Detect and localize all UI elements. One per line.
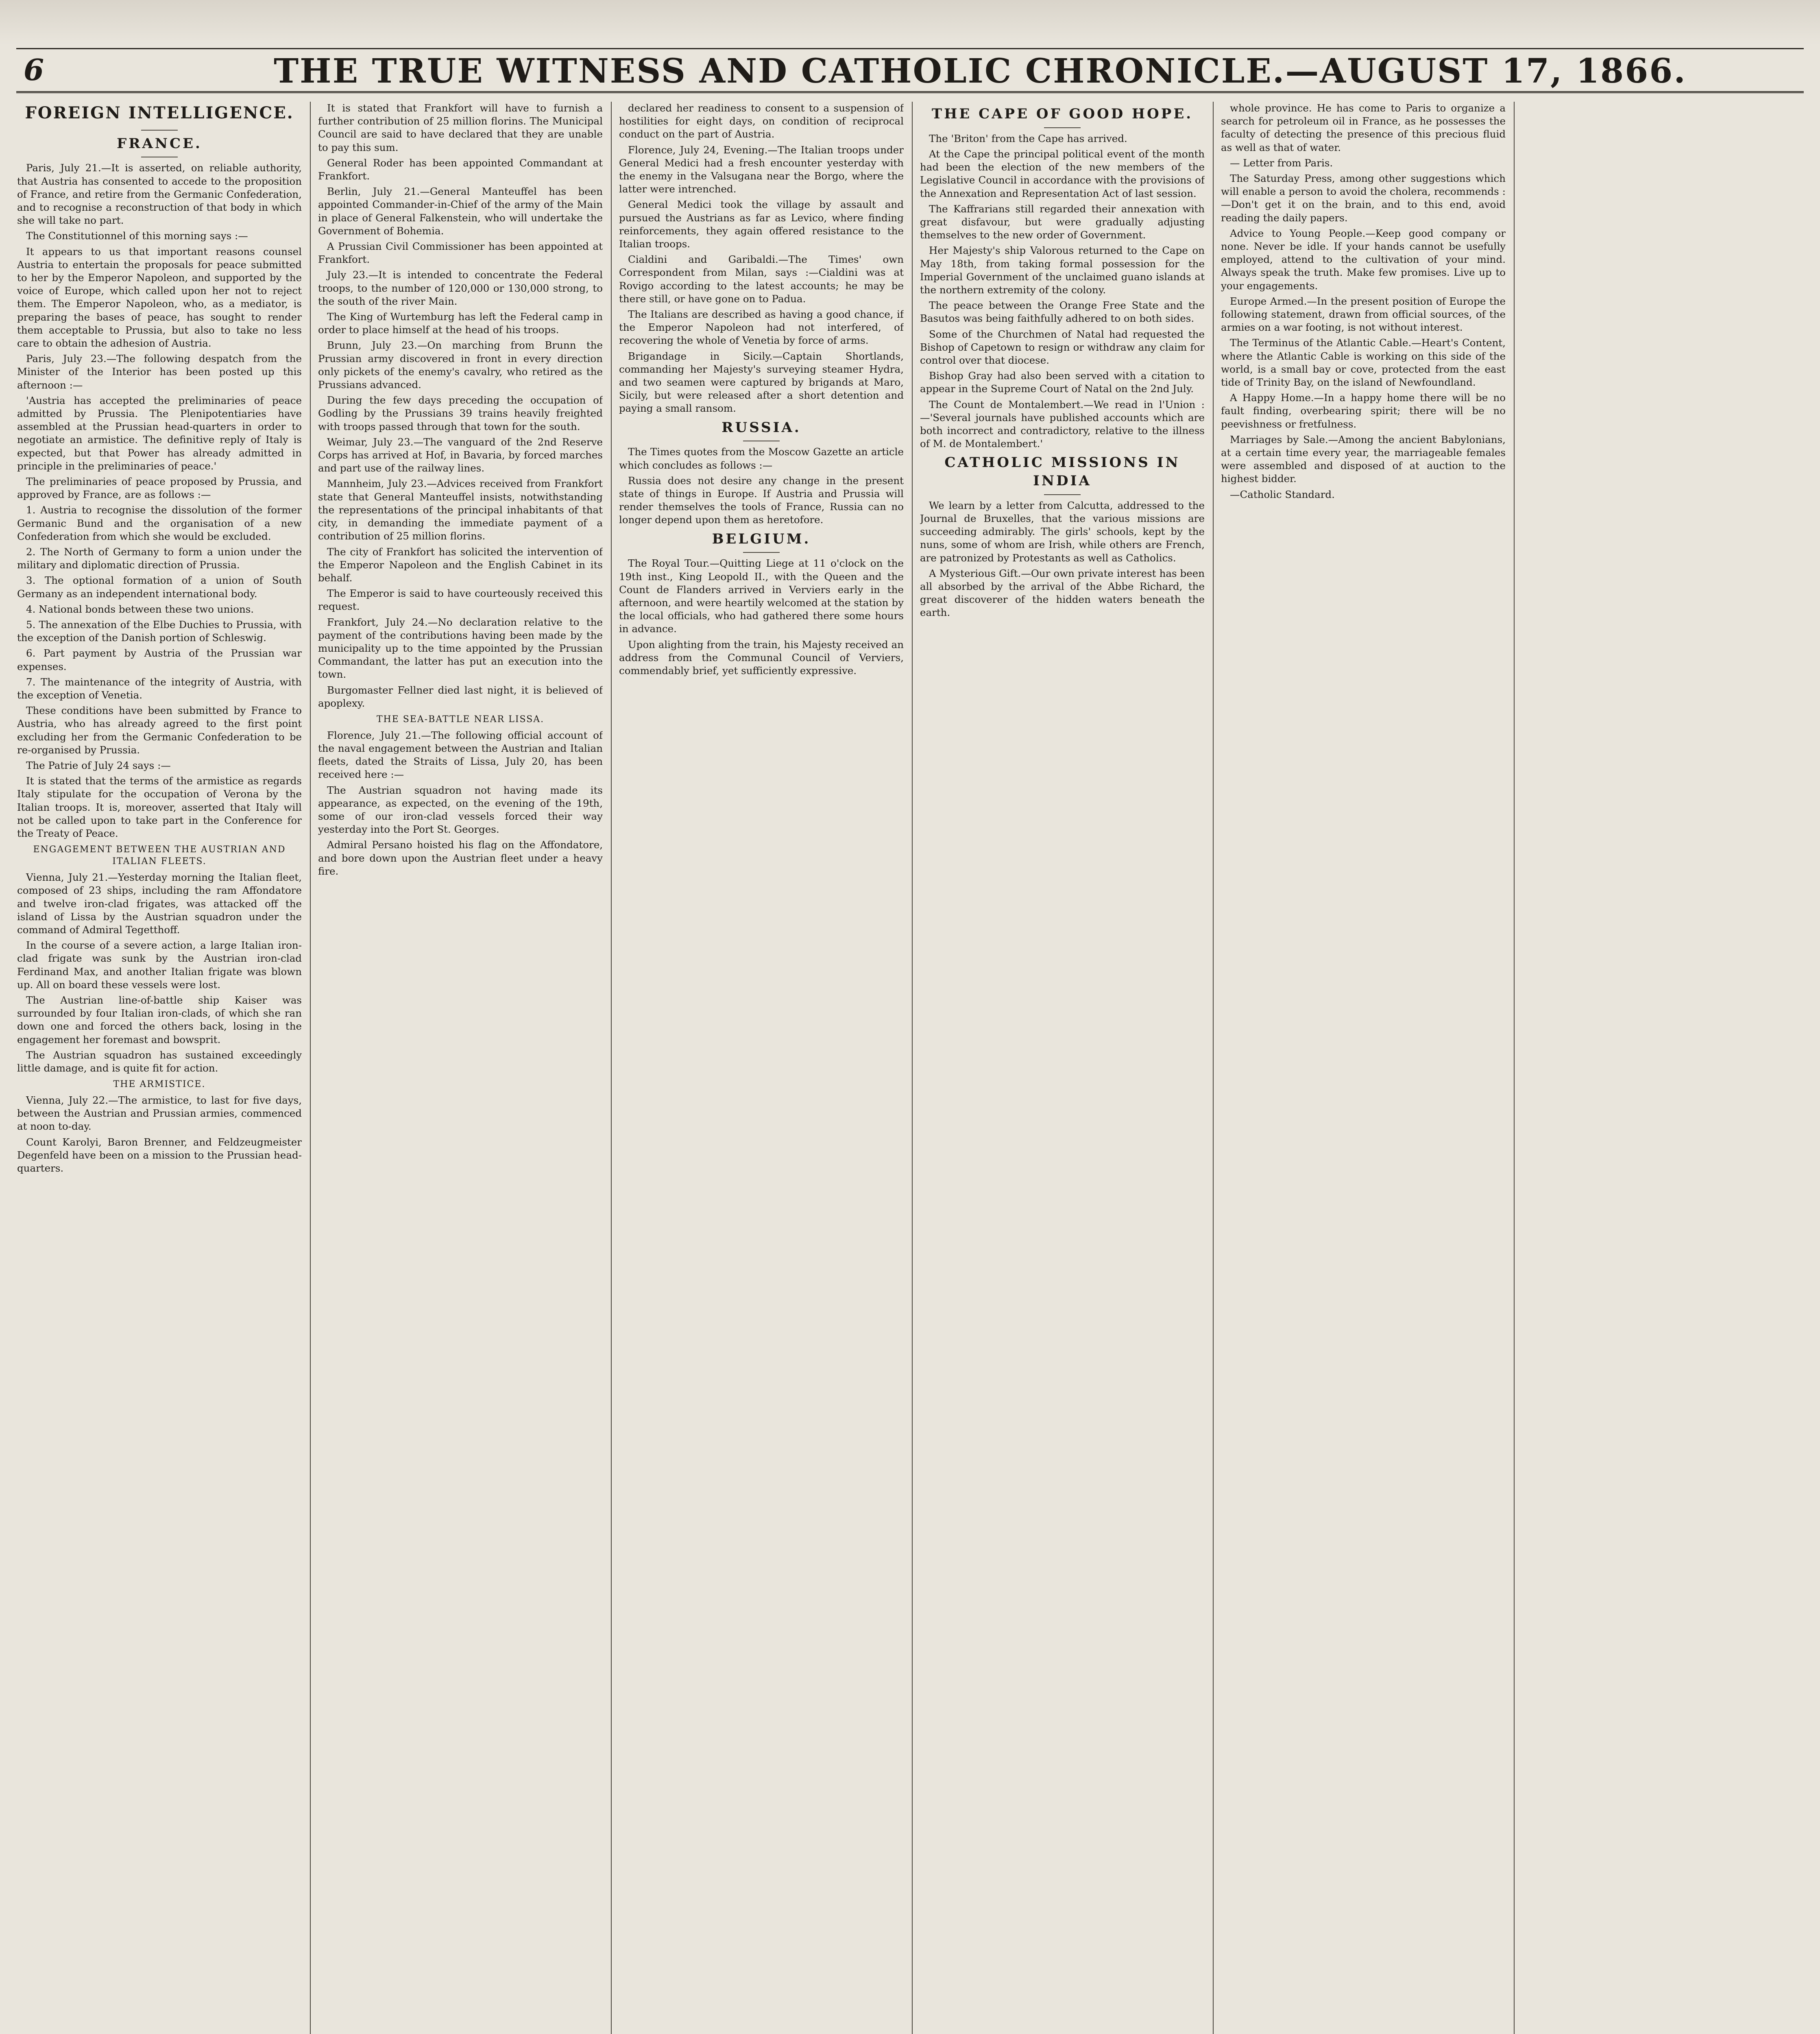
scan-edge — [0, 0, 1820, 45]
article-paragraph: Cialdini and Garibaldi.—The Times' own Correspondent from Milan, says :—Cialdini was at Rovigo according to the latest accounts; he may be there still, or have gone on to Padua. — [619, 253, 904, 305]
article-paragraph: The peace between the Orange Free State and the Basutos was being faithfully adhered to on both sides. — [920, 299, 1205, 325]
column-divider — [310, 102, 311, 2034]
article-paragraph: The Terminus of the Atlantic Cable.—Heart's Content, where the Atlantic Cable is working on this side of the world, is a small bay or cove, protected from the east tide of Trinity Bay, on the island of Newfoundland. — [1221, 337, 1506, 388]
column-1 — [17, 102, 302, 2034]
article-paragraph: The Emperor is said to have courteously received this request. — [318, 587, 603, 613]
article-paragraph: The Royal Tour.—Quitting Liege at 11 o'clock on the 19th inst., King Leopold II., with the Queen and the Count de Flanders arrived in Verviers early in the afternoon, and were heartily welcomed at the station by the local officials, who had gathered there some hours in advance. — [619, 557, 904, 635]
article-paragraph: A Prussian Civil Commissioner has been appointed at Frankfort. — [318, 240, 603, 266]
article-paragraph: 'Austria has accepted the preliminaries of peace admitted by Prussia. The Plenipotentiaries have assembled at the Prussian head-quarters in order to negotiate an armistice. The definitive reply of Italy is expected, but that Power has already admitted in principle in the preliminaries of peace.' — [17, 394, 302, 472]
article-paragraph: General Medici took the village by assault and pursued the Austrians as far as Levico, where finding reinforcements, they again offered resistance to the Italian troops. — [619, 199, 904, 250]
article-paragraph: The Austrian line-of-battle ship Kaiser was surrounded by four Italian iron-clads, of which she ran down one and forced the others back, losing in the engagement her foremast and bowsprit. — [17, 994, 302, 1045]
article-paragraph: Some of the Churchmen of Natal had requested the Bishop of Capetown to resign or withdraw any claim for control over that diocese. — [920, 328, 1205, 366]
column-2 — [318, 102, 603, 2034]
article-paragraph: 6. Part payment by Austria of the Prussian war expenses. — [17, 647, 302, 672]
article-paragraph: Advice to Young People.—Keep good company or none. Never be idle. If your hands cannot be usefully employed, attend to the cultivation of your mind. Always speak the truth. Make few promises. Live up to your engagements. — [1221, 227, 1506, 292]
article-paragraph: The Kaffrarians still regarded their annexation with great disfavour, but were gradually adjusting themselves to the new order of Government. — [920, 203, 1205, 241]
article-paragraph: At the Cape the principal political event of the month had been the election of the new members of the Legislative Council in accordance with the provisions of the Annexation and Representation Act of last session. — [920, 148, 1205, 199]
article-paragraph: The Constitutionnel of this morning says :— — [26, 230, 248, 242]
article-paragraph: Weimar, July 23.—The vanguard of the 2nd Reserve Corps has arrived at Hof, in Bavaria, by forced marches and part use of the railway lines. — [318, 436, 603, 474]
article-paragraph: We learn by a letter from Calcutta, addressed to the Journal de Bruxelles, that the various missions are succeeding admirably. The girls' schools, kept by the nuns, some of whom are Irish, while others are French, are patronized by Protestants as well as Catholics. — [920, 499, 1205, 564]
article-paragraph: 7. The maintenance of the integrity of Austria, with the exception of Venetia. — [17, 676, 302, 701]
article-paragraph: Admiral Persano hoisted his flag on the Affondatore, and bore down upon the Austrian fleet under a heavy fire. — [318, 839, 603, 877]
article-subheading: THE ARMISTICE. — [113, 1079, 206, 1090]
article-paragraph: It is stated that Frankfort will have to furnish a further contribution of 25 million florins. The Municipal Council are said to have declared that they are unable to pay this sum. — [318, 102, 603, 153]
article-paragraph: The Austrian squadron has sustained exceedingly little damage, and is quite fit for action. — [17, 1049, 302, 1074]
article-paragraph: —Catholic Standard. — [1230, 488, 1335, 500]
heading-rule — [743, 552, 780, 553]
article-paragraph: General Roder has been appointed Commandant at Frankfort. — [318, 157, 603, 182]
article-paragraph: Russia does not desire any change in the present state of things in Europe. If Austria and Prussia will render themselves the tools of France, Russia can no longer depend upon them as heretofore. — [619, 474, 904, 526]
article-paragraph: The Italians are described as having a good chance, if the Emperor Napoleon had not interfered, of recovering the whole of Venetia by force of arms. — [619, 308, 904, 347]
column-divider — [1213, 102, 1214, 2034]
article-paragraph: Paris, July 23.—The following despatch from the Minister of the Interior has been posted up this afternoon :— — [17, 353, 302, 391]
article-paragraph: Count Karolyi, Baron Brenner, and Feldzeugmeister Degenfeld have been on a mission to the Prussian head-quarters. — [17, 1136, 302, 1174]
article-paragraph: Brunn, July 23.—On marching from Brunn the Prussian army discovered in front in every direction only pickets of the enemy's cavalry, who retired as the Prussians advanced. — [318, 339, 603, 391]
article-paragraph: The Austrian squadron not having made its appearance, as expected, on the evening of the 19th, some of our iron-clad vessels forced their way yesterday into the Port St. Georges. — [318, 784, 603, 836]
masthead — [16, 48, 1804, 89]
section-heading: FOREIGN INTELLIGENCE. — [25, 103, 294, 122]
article-paragraph: — Letter from Paris. — [1230, 157, 1333, 169]
column-divider — [1514, 102, 1515, 2034]
article-subheading: ENGAGEMENT BETWEEN THE AUSTRIAN AND ITALIAN FLEETS. — [33, 845, 286, 867]
article-paragraph: declared her readiness to consent to a suspension of hostilities for eight days, on condition of reciprocal conduct on the part of Austria. — [619, 102, 904, 140]
article-subheading: THE SEA-BATTLE NEAR LISSA. — [376, 714, 545, 725]
country-heading: THE CAPE OF GOOD HOPE. — [931, 106, 1193, 122]
article-paragraph: July 23.—It is intended to concentrate the Federal troops, to the number of 120,000 or 130,000 strong, to the south of the river Main. — [318, 269, 603, 307]
article-paragraph: 5. The annexation of the Elbe Duchies to Prussia, with the exception of the Danish portion of Schleswig. — [17, 619, 302, 644]
article-paragraph: 1. Austria to recognise the dissolution of the former Germanic Bund and the organisation of a new Confederation from which she would be excluded. — [17, 504, 302, 542]
article-paragraph: 3. The optional formation of a union of South Germany as an independent international body. — [17, 574, 302, 600]
heading-rule — [1044, 494, 1081, 495]
article-paragraph: Upon alighting from the train, his Majesty received an address from the Communal Council of Verviers, commendably brief, yet sufficiently expressive. — [619, 638, 904, 677]
column-divider — [611, 102, 612, 2034]
article-paragraph: whole province. He has come to Paris to organize a search for petroleum oil in France, as he possesses the faculty of detecting the presence of this precious fluid as well as that of water. — [1221, 102, 1506, 153]
article-paragraph: Vienna, July 21.—Yesterday morning the Italian fleet, composed of 23 ships, including the ram Affondatore and twelve iron-clad frigates, was attacked off the island of Lissa by the Austrian squadron under the command of Admiral Tegetthoff. — [17, 871, 302, 936]
article-paragraph: Bishop Gray had also been served with a citation to appear in the Supreme Court of Natal on the 2nd July. — [920, 370, 1205, 395]
article-paragraph: The Patrie of July 24 says :— — [26, 759, 171, 772]
article-paragraph: Florence, July 21.—The following official account of the naval engagement between the Austrian and Italian fleets, dated the Straits of Lissa, July 20, has been received here :— — [318, 729, 603, 781]
article-paragraph: During the few days preceding the occupation of Godling by the Prussians 39 trains heavily freighted with troops passed through that town for the south. — [318, 394, 603, 432]
article-paragraph: These conditions have been submitted by France to Austria, who has already agreed to the first point excluding her from the Germanic Confederation to be re-organised by Prussia. — [17, 705, 302, 756]
article-paragraph: Europe Armed.—In the present position of Europe the following statement, drawn from official sources, of the armies on a war footing, is not without interest. — [1221, 295, 1506, 334]
article-paragraph: Burgomaster Fellner died last night, it is believed of apoplexy. — [318, 684, 603, 709]
article-paragraph: A Happy Home.—In a happy home there will be no fault finding, overbearing spirit; there will be no peevishness or fretfulness. — [1221, 392, 1506, 430]
heading-rule — [141, 130, 178, 131]
country-heading: FRANCE. — [117, 135, 202, 152]
article-paragraph: Mannheim, July 23.—Advices received from Frankfort state that General Manteuffel insists, notwithstanding the representations of the principal inhabitants of that city, in demanding the immediate payment of a contribution of 25 million florins. — [318, 478, 603, 542]
column-divider — [912, 102, 913, 2034]
article-paragraph: Paris, July 21.—It is asserted, on reliable authority, that Austria has consented to accede to the proposition of France, and retire from the Germanic Confederation, and to recognise a reconstruction of that body in which she will take no part. — [17, 162, 302, 227]
masthead-rule — [16, 91, 1804, 93]
column-3 — [619, 102, 904, 2034]
article-paragraph: The Count de Montalembert.—We read in l'Union :—'Several journals have published accounts which are both incorrect and contradictory, relative to the illness of M. de Montalembert.' — [920, 398, 1205, 450]
article-paragraph: It is stated that the terms of the armistice as regards Italy stipulate for the occupation of Verona by the Italian troops. It is, moreover, asserted that Italy will not be called upon to take part in the Conference for the Treaty of Peace. — [17, 775, 302, 840]
article-paragraph: The Saturday Press, among other suggestions which will enable a person to avoid the cholera, recommends :—Don't get it on the brain, and to this end, avoid reading the daily papers. — [1221, 172, 1506, 224]
column-5 — [1221, 102, 1506, 2034]
article-paragraph: Marriages by Sale.—Among the ancient Babylonians, at a certain time every year, the marriageable females were assembled and disposed of at auction to the highest bidder. — [1221, 433, 1506, 485]
article-paragraph: Vienna, July 22.—The armistice, to last for five days, between the Austrian and Prussian armies, commenced at noon to-day. — [17, 1094, 302, 1133]
article-paragraph: Her Majesty's ship Valorous returned to the Cape on May 18th, from taking formal possession for the Imperial Government of the unclaimed guano islands at the northern extremity of the colony. — [920, 244, 1205, 296]
article-paragraph: The city of Frankfort has solicited the intervention of the Emperor Napoleon and the English Cabinet in its behalf. — [318, 546, 603, 584]
country-heading: RUSSIA. — [721, 419, 801, 436]
column-4 — [920, 102, 1205, 2034]
article-paragraph: Florence, July 24, Evening.—The Italian troops under General Medici had a fresh encounter yesterday with the enemy in the Valsugana near the Borgo, where the latter were intrenched. — [619, 144, 904, 195]
page-title: THE TRUE WITNESS AND CATHOLIC CHRONICLE.—AUGUST 17, 1866. — [274, 52, 1687, 91]
article-paragraph: In the course of a severe action, a large Italian iron-clad frigate was sunk by the Austrian iron-clad Ferdinand Max, and another Italian frigate was blown up. All on board these vessels were lost. — [17, 939, 302, 991]
article-paragraph: A Mysterious Gift.—Our own private interest has been all absorbed by the arrival of the Abbe Richard, the great discoverer of the hidden waters beneath the earth. — [920, 567, 1205, 619]
article-paragraph: The Times quotes from the Moscow Gazette an article which concludes as follows :— — [619, 446, 904, 471]
article-paragraph: It appears to us that important reasons counsel Austria to entertain the proposals for peace submitted to her by the Emperor Napoleon, and supported by the voice of Europe, which called upon her not to reject them. The Emperor Napoleon, who, as a mediator, is preparing the bases of peace, has sought to render them acceptable to Prussia, but also to take no less care to obtain the adhesion of Austria. — [17, 245, 302, 349]
article-paragraph: Brigandage in Sicily.—Captain Shortlands, commanding her Majesty's surveying steamer Hydra, and two seamen were captured by brigands at Maro, Sicily, but were released after a short detention and paying a small ransom. — [619, 350, 904, 415]
article-paragraph: The King of Wurtemburg has left the Federal camp in order to place himself at the head of his troops. — [318, 311, 603, 336]
article-paragraph: Frankfort, July 24.—No declaration relative to the payment of the contributions having been made by the municipality up to the time appointed by the Prussian Commandant, the latter has put an execution into the town. — [318, 616, 603, 681]
page-number: 6 — [24, 52, 44, 87]
article-paragraph: The preliminaries of peace proposed by Prussia, and approved by France, are as follows :— — [17, 475, 302, 501]
article-paragraph: 4. National bonds between these two unions. — [26, 603, 254, 615]
article-paragraph: The 'Briton' from the Cape has arrived. — [929, 132, 1127, 144]
heading-rule — [1044, 127, 1081, 128]
country-heading: CATHOLIC MISSIONS IN INDIA — [944, 454, 1180, 489]
article-paragraph: Berlin, July 21.—General Manteuffel has been appointed Commander-in-Chief of the army of the Main in place of General Falkenstein, who will undertake the Government of Bohemia. — [318, 186, 603, 237]
article-paragraph: 2. The North of Germany to form a union under the military and diplomatic direction of Prussia. — [17, 546, 302, 571]
column-6 — [1522, 102, 1803, 2034]
country-heading: BELGIUM. — [712, 530, 811, 547]
